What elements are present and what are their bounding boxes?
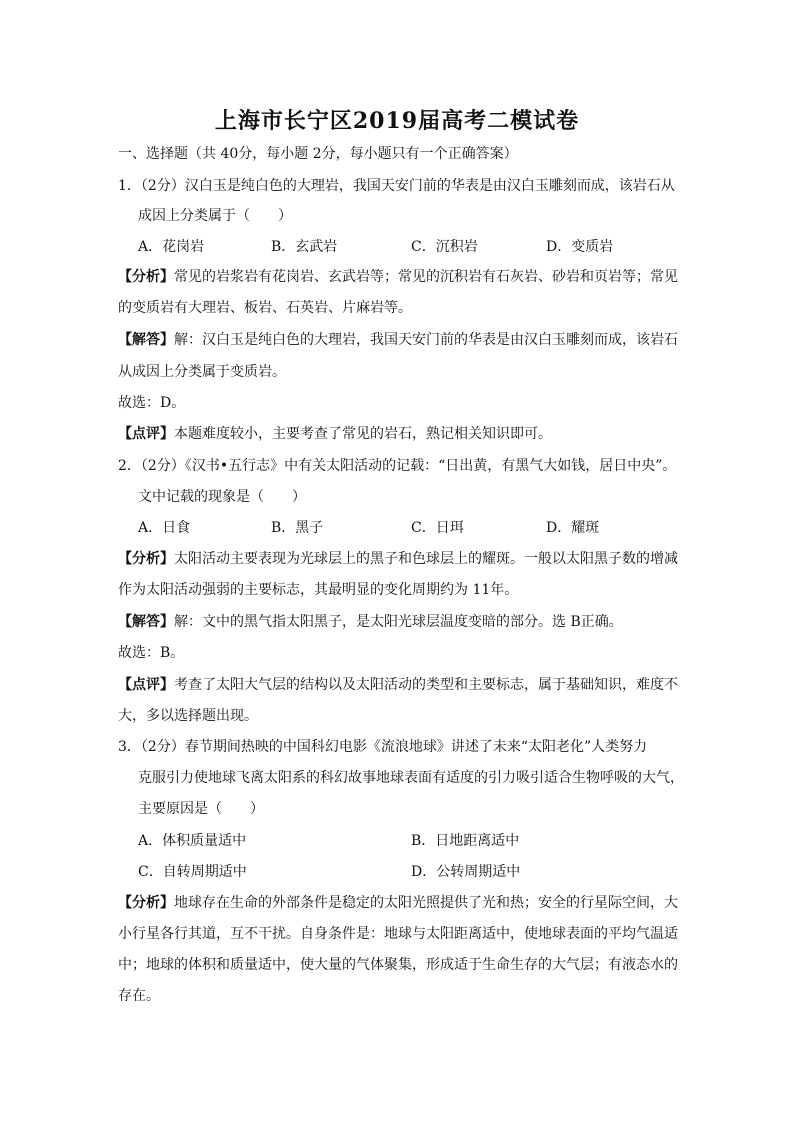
comment-text: 本题难度较小，主要考查了常见的岩石，熟记相关知识即可。 xyxy=(174,426,552,442)
q3-stem-cont: 克服引力使地球飞离太阳系的科幻故事地球表面有适度的引力吸引适合生物呼吸的大气， xyxy=(138,770,684,786)
q3-stem: 3．（2分）春节期间热映的中国科幻电影《流浪地球》讲述了未来“太阳老化”人类努力 xyxy=(118,739,648,755)
q3-stem-cont-2: 主要原因是（ ） xyxy=(138,801,264,817)
q1-answer xyxy=(118,330,698,350)
comment-tag: 【点评】 xyxy=(118,677,174,693)
q3-analysis-cont-3: 存在。 xyxy=(118,988,160,1004)
answer-text: 解：文中的黑气指太阳黑子，是太阳光球层温度变暗的部分。选 B正确。 xyxy=(174,614,623,630)
q2-option-a: A．日食 xyxy=(138,520,191,536)
comment-text: 考查了太阳大气层的结构以及太阳活动的类型和主要标志，属于基础知识，难度不 xyxy=(174,677,678,693)
q3-option-d: D．公转周期适中 xyxy=(411,864,521,880)
q1-analysis-cont: 的变质岩有大理岩、板岩、石英岩、片麻岩等。 xyxy=(118,300,412,316)
q1-option-b: B．玄武岩 xyxy=(271,239,338,255)
analysis-text: 太阳活动主要表现为光球层上的黑子和色球层上的耀斑。一般以太阳黑子数的增减 xyxy=(174,551,678,567)
q1-choice: 故选：D。 xyxy=(118,395,186,411)
section-header: 一、选择题（共 40分，每小题 2分，每小题只有一个正确答案） xyxy=(118,146,518,162)
q3-analysis xyxy=(118,893,698,913)
answer-text: 解：汉白玉是纯白色的大理岩，我国天安门前的华表是由汉白玉雕刻而成，该岩石 xyxy=(174,332,678,348)
q1-comment xyxy=(118,424,698,444)
q2-comment-cont: 大，多以选择题出现。 xyxy=(118,708,258,724)
q2-analysis-cont: 作为太阳活动强弱的主要标志，其最明显的变化周期约为 11年。 xyxy=(118,582,519,598)
q3-analysis-cont: 小行星各行其道，互不干扰。自身条件是：地球与太阳距离适中，使地球表面的平均气温适 xyxy=(118,926,678,942)
q2-answer xyxy=(118,612,698,632)
answer-tag: 【解答】 xyxy=(118,614,174,630)
q2-stem: 2．（2分）《汉书•五行志》中有关太阳活动的记载：“日出黄，有黑气大如钱，居日中央”。 xyxy=(118,458,677,474)
q2-comment xyxy=(118,675,698,695)
q1-option-a: A．花岗岩 xyxy=(138,239,205,255)
q2-choice: 故选：B。 xyxy=(118,645,185,661)
q1-option-d: D．变质岩 xyxy=(546,239,614,255)
analysis-text: 地球存在生命的外部条件是稳定的太阳光照提供了光和热；安全的行星际空间，大 xyxy=(174,895,678,911)
q2-option-d: D．耀斑 xyxy=(546,520,600,536)
comment-tag: 【点评】 xyxy=(118,426,174,442)
analysis-tag: 【分析】 xyxy=(118,551,174,567)
q2-option-b: B．黑子 xyxy=(271,520,324,536)
q1-stem-cont: 成因上分类属于（ ） xyxy=(138,208,292,224)
q3-analysis-cont-2: 中；地球的体积和质量适中，使大量的气体聚集，形成适于生命生存的大气层；有液态水的 xyxy=(118,957,678,973)
analysis-text: 常见的岩浆岩有花岗岩、玄武岩等；常见的沉积岩有石灰岩、砂岩和页岩等；常见 xyxy=(174,269,678,285)
q1-answer-cont: 从成因上分类属于变质岩。 xyxy=(118,364,286,380)
q1-analysis xyxy=(118,267,698,287)
answer-tag: 【解答】 xyxy=(118,332,174,348)
q3-option-a: A．体积质量适中 xyxy=(138,833,247,849)
q3-option-b: B．日地距离适中 xyxy=(411,833,520,849)
page-title: 上海市长宁区2019届高考二模试卷 xyxy=(214,108,580,134)
q3-option-c: C．自转周期适中 xyxy=(138,864,247,880)
analysis-tag: 【分析】 xyxy=(118,269,174,285)
q2-option-c: C．日珥 xyxy=(411,520,464,536)
q1-stem: 1．（2分）汉白玉是纯白色的大理岩，我国天安门前的华表是由汉白玉雕刻而成，该岩石从 xyxy=(118,178,675,194)
q2-analysis xyxy=(118,549,698,569)
analysis-tag: 【分析】 xyxy=(118,895,174,911)
q1-option-c: C．沉积岩 xyxy=(411,239,478,255)
q2-stem-cont: 文中记载的现象是（ ） xyxy=(138,489,306,505)
